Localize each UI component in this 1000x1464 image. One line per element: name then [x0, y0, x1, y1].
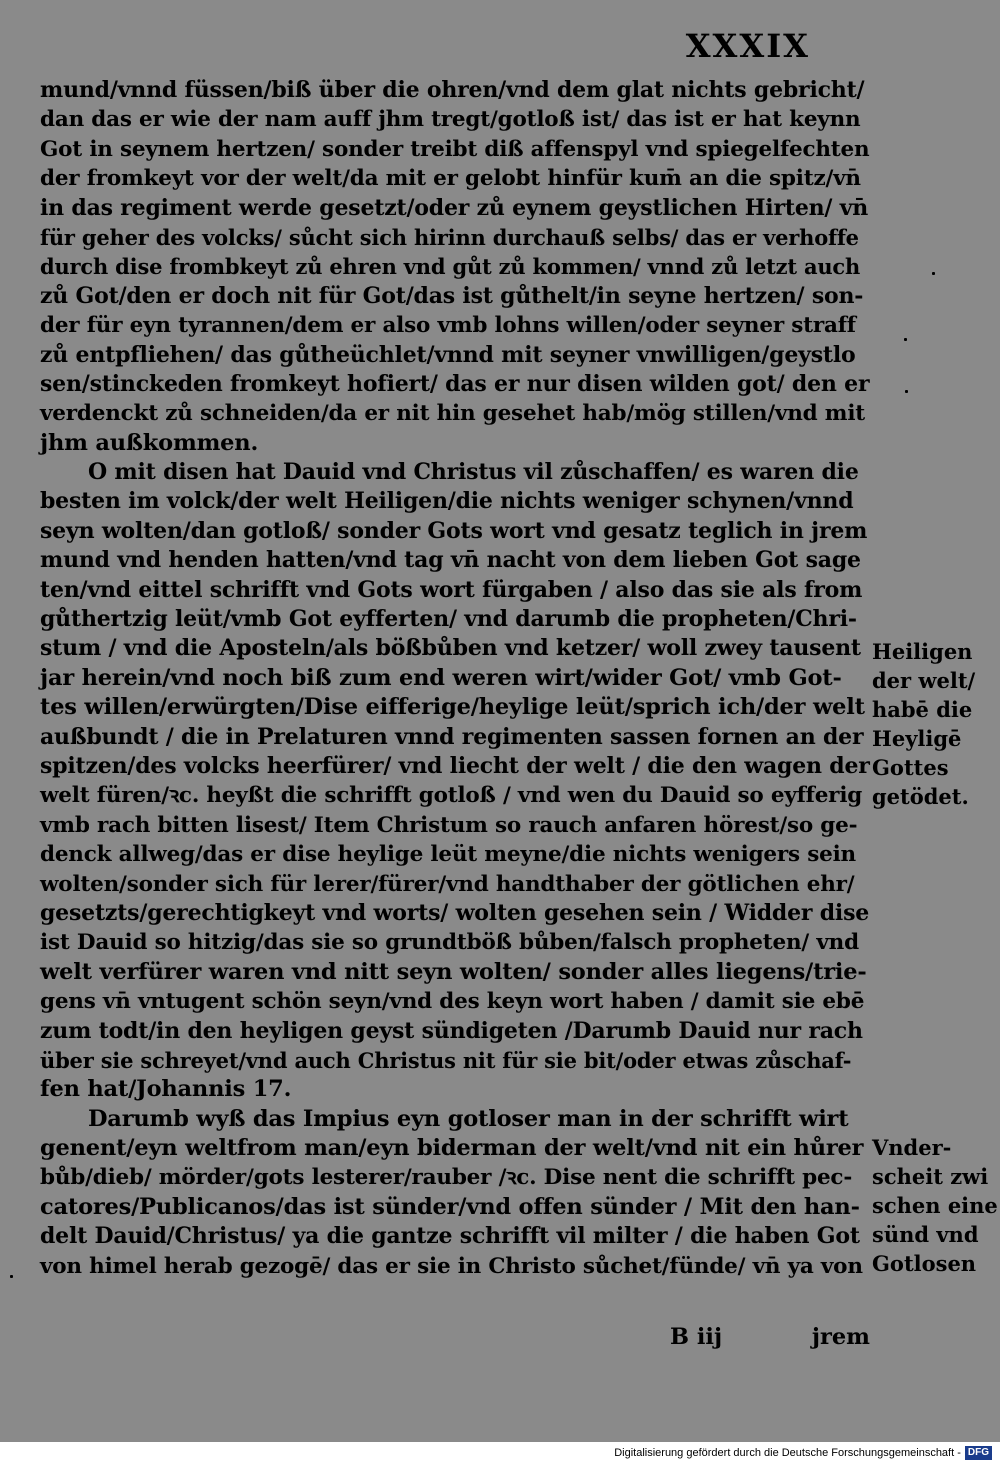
text-line: verdenckt zů schneiden/da er nit hin gesehet hab/mög stillen/vnd mit: [40, 401, 866, 427]
text-line: von himel herab gezogē/ das er sie in Christo sůchet/fünde/ vn̄ ya von: [40, 1253, 863, 1279]
margin-note-line: getödet.: [872, 784, 969, 809]
text-line: welt füren/ꝛc. heyßt die schrifft gotloß / vnd wen du Dauid so eyfferig: [40, 783, 863, 809]
margin-note-unterschied: [872, 1133, 998, 1278]
text-line: für geher des volcks/ sůcht sich hirinn durchauß selbs/ das er verhoffe: [40, 224, 859, 250]
text-line: ten/vnd eittel schrifft vnd Gots wort fürgaben / also das sie als from: [40, 576, 863, 603]
text-line: zů Got/den er doch nit für Got/das ist gůthelt/in seyne hertzen/ son-: [40, 282, 864, 309]
text-line: gens vn̄ vntugent schön seyn/vnd des keyn wort haben / damit sie ebē: [40, 989, 865, 1015]
text-line: außbundt / die in Prelaturen vnnd regimenten sassen fornen an der: [40, 723, 864, 750]
ink-speck: [904, 338, 907, 341]
text-line: tes willen/erwürgten/Dise eifferige/heylige leüt/sprich ich/der welt: [40, 694, 865, 721]
text-line: zum todt/in den heyligen geyst sündigeten /Darumb Dauid nur rach: [40, 1017, 863, 1044]
text-line: der fromkeyt vor der welt/da mit er gelobt hinfür kum̄ an die spitz/vn̄: [40, 166, 861, 192]
main-text-block: [40, 76, 870, 1281]
text-line: delt Dauid/Christus/ ya die gantze schrifft vil milter / die haben Got: [40, 1223, 860, 1250]
text-line: gůthertzig leüt/vmb Got eyfferten/ vnd darumb die propheten/Chri-: [40, 606, 857, 633]
text-line: wolten/sonder sich für lerer/fürer/vnd handthaber der götlichen ehr/: [40, 871, 855, 897]
margin-note-line: Heiligen: [872, 639, 973, 664]
text-line: sen/stinckeden fromkeyt hofiert/ das er nur disen wilden got/ den er: [40, 370, 870, 397]
margin-note-heiligen: [872, 637, 975, 811]
text-line: catores/Publicanos/das ist sünder/vnd offen sünder / Mit den han-: [40, 1193, 860, 1220]
text-line: in das regiment werde gesetzt/oder zů eynem geystlichen Hirten/ vn̄: [40, 194, 869, 221]
ink-speck: [932, 272, 935, 275]
text-line: jhm außkommen.: [40, 429, 259, 456]
text-line: vmb rach bitten lisest/ Item Christum so rauch anfaren hörest/so ge-: [40, 812, 858, 838]
ink-speck: [905, 390, 908, 393]
margin-note-line: scheit zwi: [872, 1164, 989, 1189]
ink-speck: [10, 1275, 13, 1278]
text-line: mund/vnnd füssen/biß über die ohren/vnd dem glat nichts gebricht/: [40, 77, 865, 103]
text-line: stum / vnd die Aposteln/als bößbůben vnd ketzer/ woll zwey tausent: [40, 635, 861, 662]
text-line: gesetzts/gerechtigkeyt vnd worts/ wolten gesehen sein / Widder dise: [40, 899, 870, 926]
text-line: jar herein/vnd noch biß zum end weren wirt/wider Got/ vmb Got-: [40, 664, 842, 691]
margin-note-line: habē die: [872, 697, 973, 722]
margin-note-line: Heyligē: [872, 726, 962, 751]
digitization-credit-bar: [0, 1442, 1000, 1464]
margin-note-line: Gotlosen: [872, 1251, 977, 1276]
page-footer: [40, 1324, 870, 1354]
text-line: genent/eyn weltfrom man/eyn biderman der welt/vnd nit ein hůrer: [40, 1135, 864, 1162]
text-line: fen hat/Johannis 17.: [40, 1076, 292, 1103]
text-line: zů entpfliehen/ das gůtheüchlet/vnnd mit seyner vnwilligen/geystlo: [40, 341, 856, 368]
text-line: Got in seynem hertzen/ sonder treibt diß affenspyl vnd spiegelfechten: [40, 136, 870, 162]
text-line: mund vnd henden hatten/vnd tag vn̄ nacht von dem lieben Got sage: [40, 547, 861, 574]
margin-note-line: Vnder-: [872, 1135, 952, 1160]
text-line: seyn wolten/dan gotloß/ sonder Gots wort vnd gesatz teglich in jrem: [40, 517, 868, 544]
text-line: der für eyn tyrannen/dem er also vmb lohns willen/oder seyner straff: [40, 313, 856, 339]
catchword: jrem: [811, 1324, 870, 1350]
credit-text: Digitalisierung gefördert durch die Deutsche Forschungsgemeinschaft -: [614, 1447, 961, 1459]
signature-mark: B iij: [670, 1324, 723, 1350]
text-line: über sie schreyet/vnd auch Christus nit für sie bit/oder etwas zůschaf-: [40, 1047, 852, 1073]
text-line: Darumb wyß das Impius eyn gotloser man in der schrifft wirt: [88, 1105, 849, 1132]
folio-number: XXXIX: [685, 27, 810, 65]
text-line: dan das er wie der nam auff jhm tregt/gotloß ist/ das ist er hat keynn: [40, 107, 861, 133]
dfg-logo-icon: DFG: [965, 1446, 992, 1460]
text-line: ist Dauid so hitzig/das sie so grundtböß bůben/falsch propheten/ vnd: [40, 930, 859, 956]
text-line: bůb/dieb/ mörder/gots lesterer/rauber /ꝛc. Dise nent die schrifft pec-: [40, 1165, 853, 1191]
text-line: spitzen/des volcks heerfürer/ vnd liecht der welt / die den wagen der: [40, 752, 870, 779]
text-line: durch dise frombkeyt zů ehren vnd gůt zů kommen/ vnnd zů letzt auch: [40, 254, 861, 280]
margin-note-line: schen eine: [872, 1193, 998, 1218]
margin-note-line: Gottes: [872, 755, 949, 780]
text-line: welt verfürer waren vnd nitt seyn wolten/ sonder alles liegens/trie-: [40, 958, 867, 985]
text-line: denck allweg/das er dise heylige leüt meyne/die nichts wenigers sein: [40, 842, 856, 868]
text-line: O mit disen hat Dauid vnd Christus vil zůschaffen/ es waren die: [88, 459, 859, 486]
text-line: besten im volck/der welt Heiligen/die nichts weniger schynen/vnnd: [40, 488, 854, 515]
margin-note-line: der welt/: [872, 668, 976, 693]
margin-note-line: sünd vnd: [872, 1222, 979, 1247]
